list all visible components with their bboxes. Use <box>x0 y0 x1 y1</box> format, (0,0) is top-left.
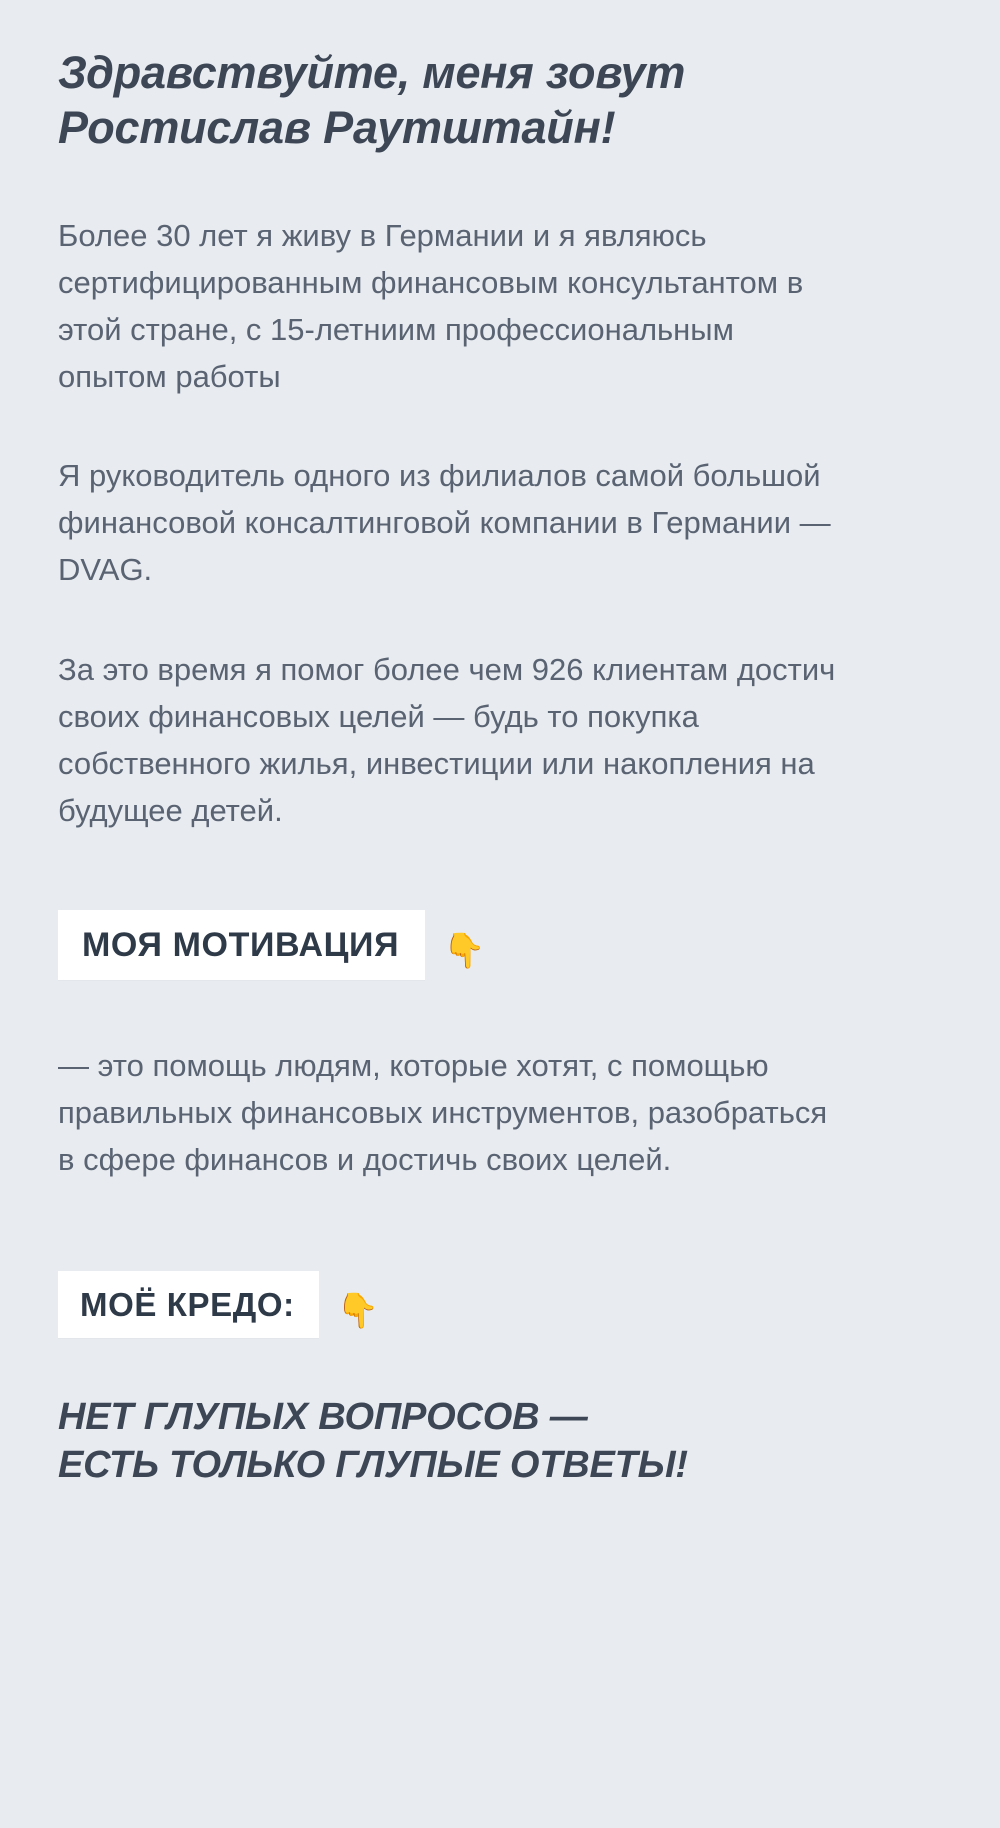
credo-label-row <box>58 1271 942 1338</box>
pointing-down-hand-icon: 👇 <box>336 1291 380 1330</box>
credo-statement <box>58 1394 942 1490</box>
pointing-down-hand-icon: 👇 <box>443 931 486 970</box>
motivation-label: МОЯ МОТИВАЦИЯ <box>58 910 425 980</box>
paragraph-motivation: — это помощь людям, которые хотят, с помощью правильных финансовых инструментов, разобраться в сфере финансов и достичь своих целей. <box>58 1047 828 1178</box>
credo-label: МОЁ КРЕДО: <box>58 1271 319 1338</box>
motivation-label-row <box>58 910 942 980</box>
paragraph-intro: Более 30 лет я живу в Германии и я являюсь сертифицированным финансовым консультантом в этой стране, с 15-летниим профессиональным опытом работы <box>58 217 804 395</box>
credo-statement-line-2: ЕСТЬ ТОЛЬКО ГЛУПЫЕ ОТВЕТЫ! <box>58 1444 688 1487</box>
page-title-line-2: Ростислав Раутштайн! <box>58 101 616 153</box>
paragraph-company: Я руководитель одного из филиалов самой большой финансовой консалтинговой компании в Германии — DVAG. <box>58 458 831 588</box>
page-title <box>58 46 698 156</box>
credo-statement-line-1: НЕТ ГЛУПЫХ ВОПРОСОВ — <box>58 1396 588 1439</box>
page-title-line-1: Здравствуйте, меня зовут <box>58 47 686 98</box>
paragraph-clients: За это время я помог более чем 926 клиентам достич своих финансовых целей — будь то покупка собственного жилья, инвестиции или накопления на будущее детей. <box>58 651 836 828</box>
